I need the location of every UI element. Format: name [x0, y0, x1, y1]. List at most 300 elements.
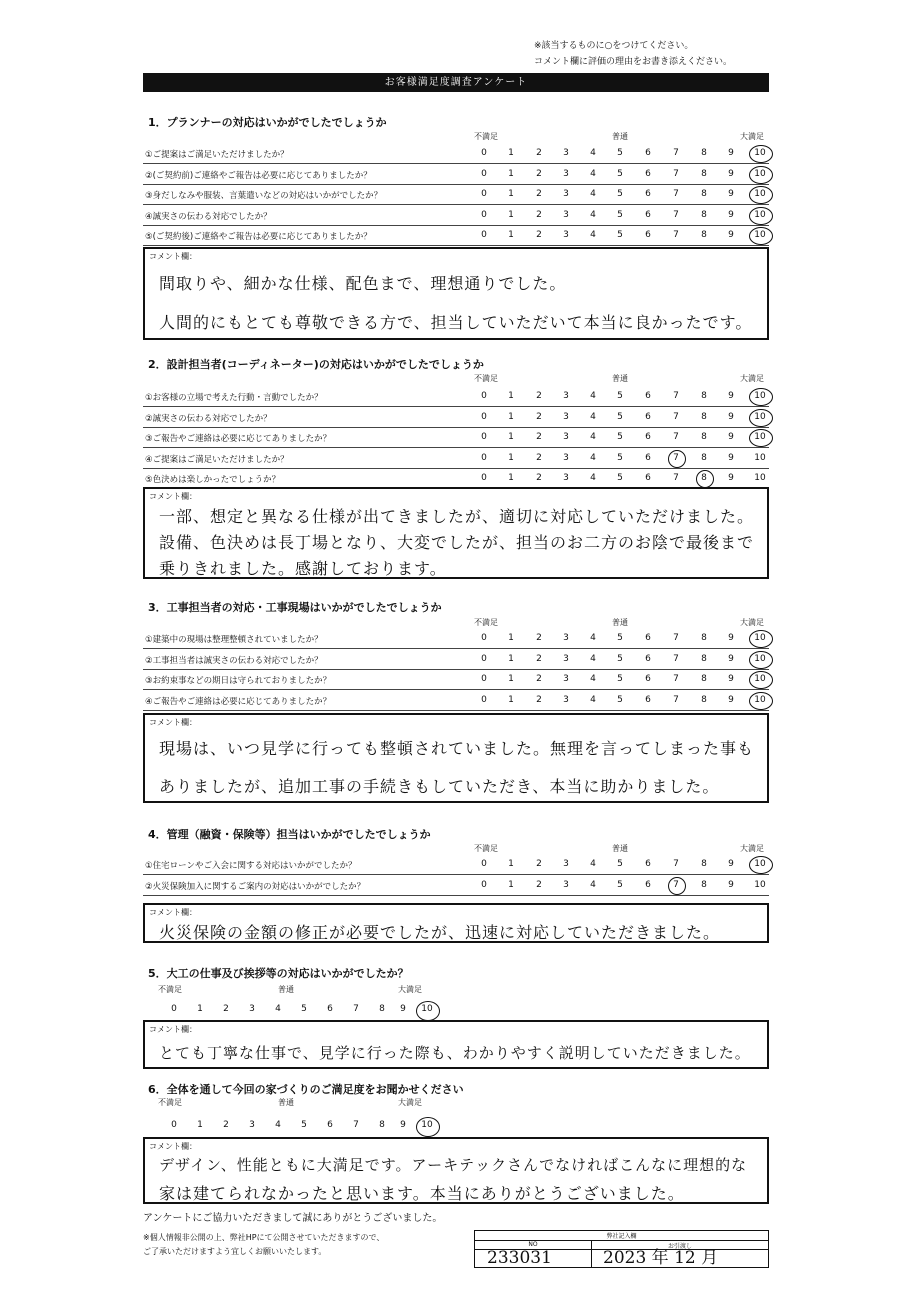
scale-number: 2 [223, 1004, 229, 1014]
scale-number: 0 [481, 148, 487, 158]
answer-circle [749, 651, 773, 669]
scale-number: 5 [617, 189, 623, 199]
scale-number: 7 [673, 209, 679, 220]
scale-number: 4 [590, 653, 596, 664]
question-text: ③ご報告やご連絡は必要に応じてありましたか？ [145, 434, 332, 444]
question-text: ③お約束事などの期日は守られておりましたか？ [145, 676, 332, 686]
scale-number: 5 [617, 473, 623, 483]
scale-number: 10 [754, 859, 766, 869]
scale-number: 9 [400, 1004, 406, 1014]
scale-number: 4 [590, 189, 596, 199]
handwritten-comment-line: 人間的にもとても尊敬できる方で、担当していただいて本当に良かったです。 [159, 313, 753, 333]
scale-number: 8 [701, 189, 707, 199]
scale-number: 4 [590, 432, 596, 442]
scale-number: 7 [673, 633, 679, 643]
scale-number: 3 [563, 391, 569, 401]
comment-label: コメント欄： [149, 492, 197, 501]
scale-number: 8 [379, 1004, 385, 1014]
scale-number: 9 [728, 391, 734, 401]
scale-number: 0 [481, 432, 487, 442]
scale-number: 5 [617, 653, 623, 664]
comment-label: コメント欄： [149, 718, 197, 727]
scale-number: 9 [728, 168, 734, 179]
scale-number: 0 [481, 189, 487, 199]
scale-mid-label: 普通 [612, 844, 628, 853]
question-text: ②誠実さの伝わる対応でしたか？ [145, 413, 272, 424]
scale-number: 7 [673, 148, 679, 158]
scale-number: 0 [481, 452, 487, 463]
scale-number: 8 [701, 209, 707, 220]
scale-number: 5 [301, 1120, 307, 1130]
scale-number: 6 [645, 230, 651, 240]
scale-number: 9 [728, 653, 734, 664]
scale-high-label: 大満足 [740, 844, 764, 853]
handover-label: お引渡し [592, 1241, 768, 1250]
scale-number: 8 [701, 674, 707, 684]
scale-number: 8 [379, 1120, 385, 1130]
scale-number: 10 [754, 168, 766, 179]
scale-number: 10 [754, 209, 766, 220]
scale-number: 10 [754, 432, 766, 442]
scale-number: 1 [508, 879, 514, 890]
answer-circle [668, 450, 686, 468]
scale-number: 10 [754, 879, 766, 890]
question-text: ①住宅ローンやご入会に関する対応はいかがでしたか？ [145, 861, 357, 871]
scale-number: 4 [590, 879, 596, 890]
scale-mid-label: 普通 [612, 374, 628, 383]
scale-number: 4 [590, 411, 596, 422]
scale-number: 3 [563, 473, 569, 483]
scale-number: 2 [536, 189, 542, 199]
scale-number: 7 [673, 411, 679, 422]
scale-number: 9 [400, 1120, 406, 1130]
scale-number: 3 [563, 189, 569, 199]
scale-number: 2 [536, 879, 542, 890]
scale-number: 5 [617, 452, 623, 463]
handwritten-comment-line: ありましたが、追加工事の手続きもしていただき、本当に助かりました。 [159, 777, 720, 796]
answer-circle [668, 877, 686, 895]
scale-number: 0 [481, 879, 487, 890]
scale-number: 10 [754, 694, 766, 705]
scale-number: 6 [645, 633, 651, 643]
scale-number: 6 [645, 209, 651, 220]
answer-circle [749, 409, 773, 427]
scale-number: 7 [673, 432, 679, 442]
comment-label: コメント欄： [149, 1025, 197, 1034]
scale-number: 7 [673, 230, 679, 240]
scale-number: 5 [617, 230, 623, 240]
scale-number: 1 [508, 391, 514, 401]
question-text: ①ご提案はご満足いただけましたか？ [145, 150, 289, 160]
section-title: 6．全体を通して今回の家づくりのご満足度をお聞かせください [148, 1083, 464, 1096]
comment-box [143, 903, 769, 943]
scale-number: 5 [617, 391, 623, 401]
scale-number: 8 [701, 411, 707, 422]
scale-number: 1 [508, 653, 514, 664]
scale-low-label: 不満足 [474, 132, 498, 141]
scale-mid-label: 普通 [612, 618, 628, 627]
scale-number: 4 [590, 674, 596, 684]
answer-circle [416, 1117, 440, 1137]
scale-number: 3 [249, 1004, 255, 1014]
scale-number: 5 [617, 859, 623, 869]
scale-number: 8 [701, 879, 707, 890]
scale-number: 10 [421, 1120, 433, 1130]
scale-number: 5 [617, 432, 623, 442]
scale-number: 4 [590, 694, 596, 705]
scale-number: 7 [673, 653, 679, 664]
answer-circle [696, 470, 714, 488]
scale-number: 8 [701, 473, 707, 483]
scale-number: 1 [197, 1120, 203, 1130]
handwritten-comment-line: 現場は、いつ見学に行っても整頓されていました。無理を言ってしまった事も [159, 739, 755, 758]
scale-number: 0 [481, 230, 487, 240]
comment-box [143, 247, 769, 340]
no-value: 233031 [487, 1248, 552, 1268]
answer-circle [749, 166, 773, 184]
scale-number: 6 [645, 411, 651, 422]
scale-number: 8 [701, 653, 707, 664]
answer-scale [0, 1120, 920, 1136]
scale-high-label: 大満足 [740, 374, 764, 383]
scale-number: 9 [728, 859, 734, 869]
scale-number: 1 [508, 209, 514, 220]
scale-number: 1 [508, 674, 514, 684]
scale-number: 8 [701, 694, 707, 705]
scale-number: 6 [645, 653, 651, 664]
scale-number: 6 [645, 168, 651, 179]
question-text: ④ご提案はご満足いただけましたか？ [145, 454, 289, 465]
question-text: ①建築中の現場は整理整頓されていましたか？ [145, 635, 323, 645]
scale-number: 6 [645, 694, 651, 705]
scale-number: 2 [536, 230, 542, 240]
privacy-note-1: ※個人情報非公開の上、弊社HPにて公開させていただきますので、 [143, 1233, 385, 1242]
scale-number: 9 [728, 411, 734, 422]
scale-number: 10 [754, 148, 766, 158]
scale-number: 2 [536, 694, 542, 705]
comment-box [143, 487, 769, 579]
scale-number: 7 [673, 473, 679, 483]
scale-number: 0 [481, 473, 487, 483]
scale-number: 2 [536, 168, 542, 179]
scale-number: 7 [673, 859, 679, 869]
answer-circle [749, 671, 773, 689]
comment-box [143, 1020, 769, 1069]
question-text: ②火災保険加入に関するご案内の対応はいかがでしたか？ [145, 881, 366, 892]
comment-label: コメント欄： [149, 1142, 197, 1151]
scale-number: 7 [673, 879, 679, 890]
scale-number: 4 [590, 452, 596, 463]
scale-number: 3 [563, 653, 569, 664]
scale-number: 0 [171, 1120, 177, 1130]
scale-number: 2 [536, 411, 542, 422]
answer-circle [749, 429, 773, 447]
scale-number: 1 [508, 694, 514, 705]
office-use-header: 弊社記入欄 [475, 1231, 768, 1241]
scale-number: 2 [223, 1120, 229, 1130]
scale-number: 4 [590, 633, 596, 643]
scale-number: 8 [701, 859, 707, 869]
scale-number: 0 [481, 633, 487, 643]
scale-number: 6 [645, 432, 651, 442]
question-row [143, 166, 769, 185]
scale-number: 6 [327, 1120, 333, 1130]
handwritten-comment-line: とても丁寧な仕事で、見学に行った際も、わかりやすく説明していただきました。 [159, 1043, 751, 1062]
scale-high-label: 大満足 [740, 618, 764, 627]
scale-number: 6 [645, 859, 651, 869]
scale-number: 2 [536, 653, 542, 664]
scale-number: 4 [275, 1120, 281, 1130]
scale-number: 7 [673, 189, 679, 199]
scale-number: 5 [617, 209, 623, 220]
scale-number: 1 [508, 432, 514, 442]
scale-high-label: 大満足 [398, 985, 422, 994]
comment-box [143, 1137, 769, 1204]
scale-low-label: 不満足 [158, 1098, 182, 1107]
scale-number: 1 [508, 859, 514, 869]
scale-number: 0 [481, 859, 487, 869]
answer-circle [416, 1001, 440, 1021]
scale-number: 0 [481, 694, 487, 705]
scale-number: 3 [563, 674, 569, 684]
scale-number: 9 [728, 694, 734, 705]
scale-number: 4 [590, 209, 596, 220]
handwritten-comment-line: 設備、色決めは長丁場となり、大変でしたが、担当のお二方のお陰で最後まで [159, 533, 755, 552]
scale-number: 6 [645, 452, 651, 463]
scale-number: 8 [701, 148, 707, 158]
scale-number: 10 [754, 189, 766, 199]
comment-label: コメント欄： [149, 252, 197, 261]
scale-number: 0 [481, 411, 487, 422]
thanks-text: アンケートにご協力いただきまして誠にありがとうございました。 [143, 1213, 443, 1224]
scale-number: 6 [645, 879, 651, 890]
scale-low-label: 不満足 [474, 618, 498, 627]
scale-number: 8 [701, 432, 707, 442]
scale-number: 10 [754, 473, 766, 483]
scale-number: 5 [617, 168, 623, 179]
question-row [143, 429, 769, 448]
scale-number: 8 [701, 391, 707, 401]
note-line-1: ※該当するものに○をつけてください。 [534, 41, 694, 51]
scale-number: 3 [563, 411, 569, 422]
scale-number: 6 [645, 189, 651, 199]
scale-number: 1 [508, 148, 514, 158]
question-text: ②(ご契約前)ご連絡やご報告は必要に応じてありましたか？ [145, 170, 372, 181]
scale-number: 3 [563, 879, 569, 890]
scale-number: 9 [728, 452, 734, 463]
scale-number: 5 [301, 1004, 307, 1014]
handwritten-comment-line: 間取りや、細かな仕様、配色まで、理想通りでした。 [159, 273, 567, 293]
scale-low-label: 不満足 [474, 374, 498, 383]
question-row [143, 388, 769, 407]
section-title: 3．工事担当者の対応・工事現場はいかがでしたでしょうか [148, 601, 442, 614]
section-title: 4．管理（融資・保険等）担当はいかがでしたでしょうか [148, 828, 431, 841]
handwritten-comment-line: デザイン、性能ともに大満足です。アーキテックさんでなければこんなに理想的な [159, 1156, 748, 1175]
scale-number: 10 [754, 411, 766, 422]
scale-number: 4 [590, 473, 596, 483]
scale-number: 1 [508, 189, 514, 199]
question-row [143, 145, 769, 164]
scale-number: 2 [536, 452, 542, 463]
question-text: ⑤色決めは楽しかったでしょうか？ [145, 475, 281, 485]
answer-circle [749, 227, 773, 245]
question-text: ④ご報告やご連絡は必要に応じてありましたか？ [145, 696, 332, 707]
question-text: ①お客様の立場で考えた行動・言動でしたか？ [145, 393, 323, 403]
section-title: 1．プランナーの対応はいかがでしたでしょうか [148, 116, 387, 129]
answer-circle [749, 388, 773, 406]
scale-number: 8 [701, 230, 707, 240]
scale-number: 9 [728, 209, 734, 220]
privacy-note-2: ご了承いただけますよう宜しくお願いいたします。 [143, 1247, 327, 1256]
scale-number: 0 [481, 168, 487, 179]
question-row [143, 227, 769, 246]
question-row [143, 671, 769, 690]
scale-number: 3 [563, 694, 569, 705]
scale-number: 1 [508, 633, 514, 643]
no-label: NO [475, 1241, 592, 1250]
scale-number: 5 [617, 694, 623, 705]
scale-number: 3 [563, 633, 569, 643]
scale-mid-label: 普通 [612, 132, 628, 141]
scale-number: 3 [249, 1120, 255, 1130]
scale-number: 9 [728, 148, 734, 158]
scale-number: 3 [563, 230, 569, 240]
scale-number: 10 [754, 674, 766, 684]
scale-number: 10 [421, 1004, 433, 1014]
scale-number: 10 [754, 653, 766, 664]
scale-number: 5 [617, 633, 623, 643]
question-text: ⑤(ご契約後)ご連絡やご報告は必要に応じてありましたか？ [145, 232, 372, 242]
question-row [143, 692, 769, 711]
scale-number: 3 [563, 859, 569, 869]
scale-number: 9 [728, 473, 734, 483]
scale-number: 3 [563, 209, 569, 220]
scale-number: 3 [563, 148, 569, 158]
scale-number: 3 [563, 452, 569, 463]
scale-number: 7 [673, 391, 679, 401]
scale-number: 8 [701, 452, 707, 463]
answer-scale [0, 1004, 920, 1020]
comment-box [143, 713, 769, 803]
scale-number: 7 [353, 1120, 359, 1130]
handover-date-value: 2023 年 12 月 [603, 1248, 719, 1268]
scale-number: 9 [728, 674, 734, 684]
scale-number: 6 [645, 674, 651, 684]
question-text: ④誠実さの伝わる対応でしたか？ [145, 211, 272, 222]
scale-number: 9 [728, 432, 734, 442]
scale-number: 4 [590, 168, 596, 179]
scale-number: 2 [536, 209, 542, 220]
scale-number: 4 [590, 859, 596, 869]
question-text: ②工事担当者は誠実さの伝わる対応でしたか？ [145, 655, 323, 666]
scale-high-label: 大満足 [740, 132, 764, 141]
scale-number: 7 [673, 168, 679, 179]
scale-number: 5 [617, 411, 623, 422]
scale-number: 0 [171, 1004, 177, 1014]
scale-number: 1 [197, 1004, 203, 1014]
scale-number: 10 [754, 230, 766, 240]
scale-number: 5 [617, 148, 623, 158]
scale-number: 9 [728, 189, 734, 199]
scale-number: 6 [645, 148, 651, 158]
scale-mid-label: 普通 [278, 985, 294, 994]
scale-number: 2 [536, 674, 542, 684]
answer-circle [749, 145, 773, 163]
comment-label: コメント欄： [149, 908, 197, 917]
question-row [143, 450, 769, 469]
scale-number: 7 [673, 674, 679, 684]
scale-number: 1 [508, 473, 514, 483]
section-title: 5．大工の仕事及び挨拶等の対応はいかがでしたか？ [148, 967, 409, 980]
scale-number: 2 [536, 148, 542, 158]
scale-number: 1 [508, 168, 514, 179]
scale-number: 0 [481, 209, 487, 220]
question-row [143, 207, 769, 226]
question-row [143, 877, 769, 896]
handwritten-comment-line: 火災保険の金額の修正が必要でしたが、迅速に対応していただきました。 [159, 923, 721, 942]
scale-number: 9 [728, 230, 734, 240]
scale-number: 2 [536, 633, 542, 643]
scale-number: 4 [590, 148, 596, 158]
scale-number: 0 [481, 674, 487, 684]
question-text: ③身だしなみや服装、言葉遣いなどの対応はいかがでしたか？ [145, 191, 383, 201]
scale-number: 4 [590, 230, 596, 240]
scale-number: 6 [645, 391, 651, 401]
scale-low-label: 不満足 [158, 985, 182, 994]
scale-number: 10 [754, 452, 766, 463]
office-use-box [474, 1230, 769, 1268]
scale-number: 6 [327, 1004, 333, 1014]
scale-number: 3 [563, 168, 569, 179]
scale-number: 1 [508, 452, 514, 463]
answer-circle [749, 692, 773, 710]
scale-number: 0 [481, 391, 487, 401]
scale-number: 5 [617, 879, 623, 890]
scale-number: 7 [673, 694, 679, 705]
scale-number: 10 [754, 633, 766, 643]
scale-low-label: 不満足 [474, 844, 498, 853]
scale-number: 9 [728, 879, 734, 890]
question-row [143, 630, 769, 649]
scale-number: 0 [481, 653, 487, 664]
scale-number: 4 [275, 1004, 281, 1014]
scale-number: 9 [728, 633, 734, 643]
scale-number: 4 [590, 391, 596, 401]
scale-number: 2 [536, 391, 542, 401]
question-row [143, 186, 769, 205]
question-row [143, 409, 769, 428]
scale-number: 5 [617, 674, 623, 684]
question-row [143, 856, 769, 875]
scale-high-label: 大満足 [398, 1098, 422, 1107]
scale-mid-label: 普通 [278, 1098, 294, 1107]
scale-number: 3 [563, 432, 569, 442]
handwritten-comment-line: 乗りきれました。感謝しております。 [159, 559, 447, 578]
scale-number: 2 [536, 859, 542, 869]
scale-number: 2 [536, 473, 542, 483]
section-title: 2．設計担当者(コーディネーター)の対応はいかがでしたでしょうか [148, 358, 484, 371]
scale-number: 7 [673, 452, 679, 463]
survey-title-bar: お客様満足度調査アンケート [143, 73, 769, 92]
note-line-2: コメント欄に評価の理由をお書き添えください。 [534, 57, 733, 67]
answer-circle [749, 630, 773, 648]
scale-number: 1 [508, 411, 514, 422]
scale-number: 8 [701, 168, 707, 179]
scale-number: 1 [508, 230, 514, 240]
scale-number: 8 [701, 633, 707, 643]
scale-number: 7 [353, 1004, 359, 1014]
answer-circle [749, 856, 773, 874]
